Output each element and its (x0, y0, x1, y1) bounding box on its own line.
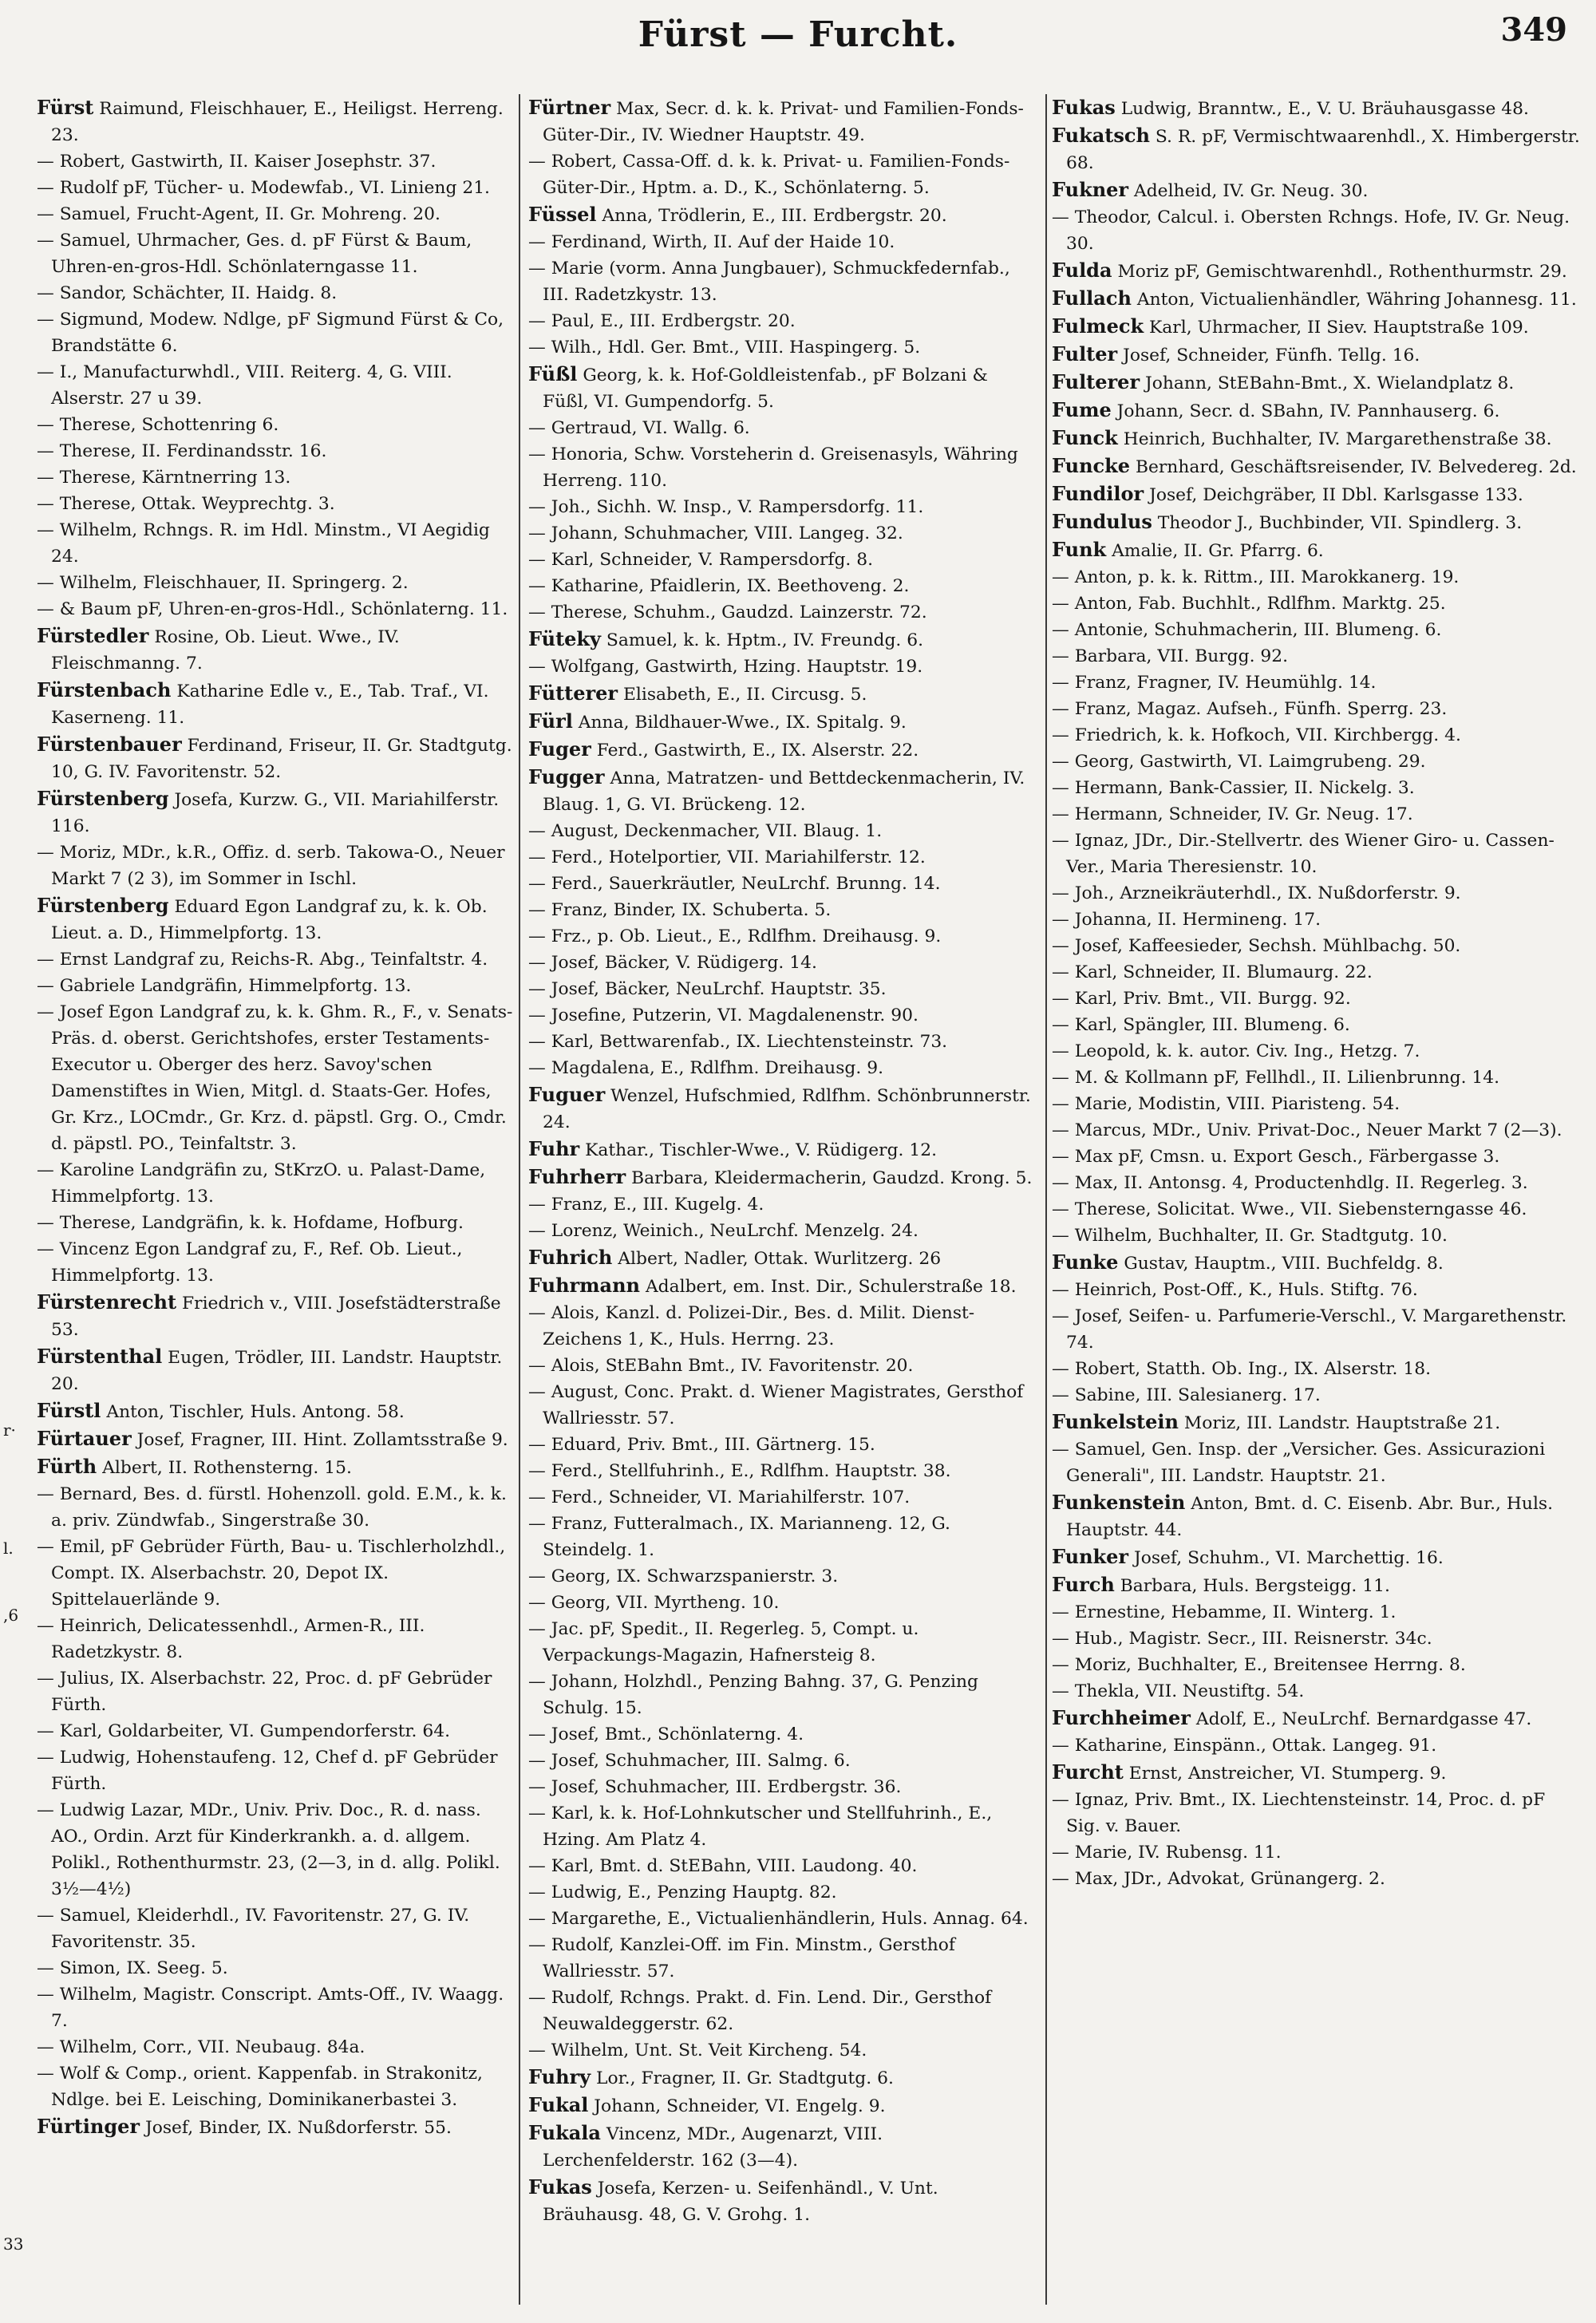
column-divider (1045, 94, 1047, 2305)
entry-surname: Fürstedler (37, 624, 149, 647)
directory-entry: — Therese, Solicitat. Wwe., VII. Siebensterngasse 46. (1052, 1199, 1527, 1219)
directory-entry: — Wilhelm, Rchngs. R. im Hdl. Minstm., VI Aegidig 24. (37, 520, 490, 567)
directory-entry: — Max pF, Cmsn. u. Export Gesch., Färbergasse 3. (1052, 1147, 1500, 1167)
directory-entry: — Simon, IX. Seeg. 5. (37, 1958, 228, 1978)
entry-surname: Funck (1052, 426, 1118, 449)
margin-mark: ,6 (3, 1606, 19, 1625)
directory-entry: Fukas Josefa, Kerzen- u. Seifenhändl., V. Unt. Bräuhausg. 48, G. V. Grohg. 1. (528, 2175, 938, 2225)
entry-surname: Fundulus (1052, 510, 1152, 533)
directory-entry: — Gertraud, VI. Wallg. 6. (528, 418, 750, 438)
directory-entry: — Ludwig Lazar, MDr., Univ. Priv. Doc., R. d. nass. AO., Ordin. Arzt für Kinderkrankh. a. d. allgem. Polikl., Rothenthurmstr. 23, (2—3, in d. allg. Polikl. 3½—4½) (37, 1800, 500, 1899)
directory-entry: — Karl, Bmt. d. StEBahn, VIII. Laudong. 40. (528, 1856, 918, 1876)
entry-surname: Fürtauer (37, 1427, 132, 1450)
directory-entry: — Samuel, Gen. Insp. der „Versicher. Ges. Assicurazioni Generali", III. Landstr. Hauptstr. 21. (1052, 1440, 1546, 1486)
directory-entry: — Ludwig, Hohenstaufeng. 12, Chef d. pF Gebrüder Fürth. (37, 1748, 498, 1794)
directory-entry: Fürstenberg Eduard Egon Landgraf zu, k. k. Ob. Lieut. a. D., Himmelpfortg. 13. (37, 894, 488, 943)
entry-surname: Fürstenberg (37, 787, 169, 810)
entry-surname: Fullach (1052, 286, 1132, 310)
directory-entry: — Heinrich, Delicatessenhdl., Armen-R., III. Radetzkystr. 8. (37, 1616, 425, 1662)
page-title: Fürst — Furcht. (638, 14, 958, 55)
directory-entry: — Therese, II. Ferdinandsstr. 16. (37, 441, 327, 461)
directory-entry: — Josef, Bmt., Schönlaterng. 4. (528, 1724, 804, 1744)
directory-entry: Fürstenbach Katharine Edle v., E., Tab. Traf., VI. Kaserneng. 11. (37, 678, 489, 728)
directory-entry: — M. & Kollmann pF, Fellhdl., II. Lilienbrunng. 14. (1052, 1068, 1500, 1088)
entry-surname: Fulmeck (1052, 314, 1144, 338)
directory-entry: Fukala Vincenz, MDr., Augenarzt, VIII. Lerchenfelderstr. 162 (3—4). (528, 2121, 883, 2171)
directory-entry: Funck Heinrich, Buchhalter, IV. Margarethenstraße 38. (1052, 426, 1552, 449)
directory-entry: Fütterer Elisabeth, E., II. Circusg. 5. (528, 681, 867, 705)
directory-entry: — Ferd., Sauerkräutler, NeuLrchf. Brunng. 14. (528, 874, 941, 894)
entry-surname: Funcke (1052, 454, 1131, 477)
directory-entry: — Ernestine, Hebamme, II. Winterg. 1. (1052, 1602, 1396, 1622)
directory-entry: — Ferd., Schneider, VI. Mariahilferstr. 107. (528, 1487, 911, 1507)
directory-entry: — Hermann, Schneider, IV. Gr. Neug. 17. (1052, 804, 1413, 824)
directory-entry: — Marcus, MDr., Univ. Privat-Doc., Neuer Markt 7 (2—3). (1052, 1120, 1562, 1140)
directory-entry: — Karl, Bettwarenfab., IX. Liechtensteinstr. 73. (528, 1032, 948, 1052)
directory-entry: — Josef, Schuhmacher, III. Salmg. 6. (528, 1751, 851, 1771)
directory-entry: — Vincenz Egon Landgraf zu, F., Ref. Ob. Lieut., Himmelpfortg. 13. (37, 1239, 463, 1286)
directory-entry: Füßl Georg, k. k. Hof-Goldleistenfab., pF Bolzani & Füßl, VI. Gumpendorfg. 5. (528, 362, 988, 412)
entry-surname: Fürstenbach (37, 678, 172, 701)
directory-entry: — Max, II. Antonsg. 4, Productenhdlg. II. Regerleg. 3. (1052, 1173, 1528, 1193)
directory-entry: — Barbara, VII. Burgg. 92. (1052, 646, 1289, 666)
directory-entry: — Rudolf, Rchngs. Prakt. d. Fin. Lend. Dir., Gersthof Neuwaldeggerstr. 62. (528, 1988, 992, 2034)
directory-entry: — Josef, Bäcker, V. Rüdigerg. 14. (528, 953, 817, 973)
directory-entry: — Johann, Schuhmacher, VIII. Langeg. 32. (528, 523, 903, 543)
directory-entry: Fulter Josef, Schneider, Fünfh. Tellg. 16. (1052, 342, 1420, 365)
directory-entry: — Karl, k. k. Hof-Lohnkutscher und Stellfuhrinh., E., Hzing. Am Platz 4. (528, 1803, 993, 1850)
directory-entry: Fürl Anna, Bildhauer-Wwe., IX. Spitalg. 9. (528, 709, 907, 733)
directory-entry: — Heinrich, Post-Off., K., Huls. Stiftg. 76. (1052, 1280, 1418, 1300)
directory-entry: — Rudolf, Kanzlei-Off. im Fin. Minstm., Gersthof Wallriesstr. 57. (528, 1935, 956, 1981)
directory-entry: — Wilhelm, Buchhalter, II. Gr. Stadtgutg. 10. (1052, 1226, 1448, 1246)
column-divider (519, 94, 520, 2305)
directory-entry: Fürstedler Rosine, Ob. Lieut. Wwe., IV. Fleischmanng. 7. (37, 624, 400, 674)
directory-entry: — Anton, p. k. k. Rittm., III. Marokkanerg. 19. (1052, 567, 1460, 587)
directory-entry: — Joh., Arzneikräuterhdl., IX. Nußdorferstr. 9. (1052, 883, 1461, 903)
entry-surname: Fukal (528, 2093, 589, 2116)
directory-entry: — Anton, Fab. Buchhlt., Rdlfhm. Marktg. 25. (1052, 594, 1446, 614)
directory-column-2 (528, 94, 1039, 2297)
directory-entry: — Johanna, II. Hermineng. 17. (1052, 910, 1321, 930)
directory-entry: Furchheimer Adolf, E., NeuLrchf. Bernardgasse 47. (1052, 1706, 1532, 1729)
directory-entry: — Ignaz, JDr., Dir.-Stellvertr. des Wiener Giro- u. Cassen-Ver., Maria Theresienstr. 10. (1052, 831, 1555, 877)
margin-mark: r· (3, 1420, 16, 1440)
margin-mark: l. (3, 1539, 14, 1558)
entry-surname: Furcht (1052, 1760, 1124, 1784)
directory-entry: Fullach Anton, Victualienhändler, Währing Johannesg. 11. (1052, 286, 1577, 310)
entry-surname: Fukala (528, 2121, 601, 2144)
directory-entry: Fürst Raimund, Fleischhauer, E., Heiligst. Herreng. 23. (37, 96, 504, 145)
directory-entry: Fürtner Max, Secr. d. k. k. Privat- und Familien-Fonds-Güter-Dir., IV. Wiedner Hauptstr. 49. (528, 96, 1024, 145)
directory-entry: Funk Amalie, II. Gr. Pfarrg. 6. (1052, 538, 1324, 561)
directory-entry: Funke Gustav, Hauptm., VIII. Buchfeldg. 8. (1052, 1250, 1444, 1274)
directory-entry: — Moriz, Buchhalter, E., Breitensee Herrng. 8. (1052, 1655, 1466, 1675)
directory-entry: — Gabriele Landgräfin, Himmelpfortg. 13. (37, 976, 412, 996)
directory-entry: — Katharine, Pfaidlerin, IX. Beethoveng. 2. (528, 576, 910, 596)
directory-entry: — Thekla, VII. Neustiftg. 54. (1052, 1681, 1305, 1701)
directory-entry: — Georg, Gastwirth, VI. Laimgrubeng. 29. (1052, 752, 1426, 772)
directory-entry: Fürstenthal Eugen, Trödler, III. Landstr. Hauptstr. 20. (37, 1345, 503, 1394)
directory-entry: — Franz, Magaz. Aufseh., Fünfh. Sperrg. 23. (1052, 699, 1448, 719)
entry-surname: Fürstenberg (37, 894, 169, 917)
directory-entry: Fuger Ferd., Gastwirth, E., IX. Alserstr. 22. (528, 737, 919, 761)
directory-entry: Fuhr Kathar., Tischler-Wwe., V. Rüdigerg. 12. (528, 1137, 938, 1160)
directory-entry: — Marie (vorm. Anna Jungbauer), Schmuckfedernfab., III. Radetzkystr. 13. (528, 259, 1010, 305)
directory-entry: — Karl, Schneider, V. Rampersdorfg. 8. (528, 550, 874, 570)
directory-column-3 (1052, 94, 1580, 2297)
directory-entry: Fulda Moriz pF, Gemischtwarenhdl., Rothenthurmstr. 29. (1052, 259, 1567, 282)
directory-entry: Füssel Anna, Trödlerin, E., III. Erdbergstr. 20. (528, 203, 947, 226)
entry-surname: Fugger (528, 765, 605, 788)
directory-entry: — Jac. pF, Spedit., II. Regerleg. 5, Compt. u. Verpackungs-Magazin, Hafnersteig 8. (528, 1619, 919, 1665)
directory-entry: — Josef, Schuhmacher, III. Erdbergstr. 36. (528, 1777, 902, 1797)
entry-surname: Fuguer (528, 1083, 606, 1106)
entry-surname: Fürstl (37, 1399, 101, 1422)
directory-entry: — Wilhelm, Fleischhauer, II. Springerg. 2. (37, 573, 409, 593)
directory-entry: — Therese, Kärntnerring 13. (37, 468, 291, 488)
directory-entry: — Ferd., Hotelportier, VII. Mariahilferstr. 12. (528, 847, 926, 867)
directory-entry: Fukatsch S. R. pF, Vermischtwaarenhdl., X. Himbergerstr. 68. (1052, 124, 1580, 173)
directory-entry: — Frz., p. Ob. Lieut., E., Rdlfhm. Dreihausg. 9. (528, 926, 942, 946)
entry-surname: Fulter (1052, 342, 1118, 365)
directory-entry: — Sigmund, Modew. Ndlge, pF Sigmund Fürst & Co, Brandstätte 6. (37, 310, 504, 356)
directory-entry: Funker Josef, Schuhm., VI. Marchettig. 16. (1052, 1545, 1444, 1568)
page-number: 349 (1500, 11, 1567, 49)
directory-entry: — Therese, Schuhm., Gaudzd. Lainzerstr. 72. (528, 602, 927, 622)
entry-surname: Fürstenrecht (37, 1290, 177, 1314)
directory-entry: — Marie, Modistin, VIII. Piaristeng. 54. (1052, 1094, 1400, 1114)
directory-entry: Fürth Albert, II. Rothensterng. 15. (37, 1455, 352, 1478)
directory-entry: — Rudolf pF, Tücher- u. Modewfab., VI. Linieng 21. (37, 178, 490, 198)
entry-surname: Fürst (37, 96, 94, 119)
entry-surname: Fürl (528, 709, 573, 733)
directory-entry: — Karl, Schneider, II. Blumaurg. 22. (1052, 962, 1373, 982)
directory-entry: — Therese, Ottak. Weyprechtg. 3. (37, 494, 335, 514)
directory-column-1 (37, 94, 516, 2297)
directory-entry: — Alois, Kanzl. d. Polizei-Dir., Bes. d. Milit. Dienst-Zeichens 1, K., Huls. Herrng. 23. (528, 1303, 975, 1349)
directory-entry: — Franz, E., III. Kugelg. 4. (528, 1195, 764, 1215)
directory-entry: — Theodor, Calcul. i. Obersten Rchngs. Hofe, IV. Gr. Neug. 30. (1052, 207, 1570, 254)
page-header (0, 6, 1596, 64)
directory-entry: Furcht Ernst, Anstreicher, VI. Stumperg. 9. (1052, 1760, 1447, 1784)
directory-entry: — Paul, E., III. Erdbergstr. 20. (528, 311, 796, 331)
directory-entry: Fulterer Johann, StEBahn-Bmt., X. Wielandplatz 8. (1052, 370, 1515, 393)
directory-entry: — August, Deckenmacher, VII. Blaug. 1. (528, 821, 883, 841)
directory-entry: — Johann, Holzhdl., Penzing Bahng. 37, G. Penzing Schulg. 15. (528, 1672, 978, 1718)
margin-mark: 33 (3, 2234, 24, 2254)
directory-entry: — Joh., Sichh. W. Insp., V. Rampersdorfg. 11. (528, 497, 924, 517)
directory-entry: Fugger Anna, Matratzen- und Bettdeckenmacherin, IV. Blaug. 1, G. VI. Brückeng. 12. (528, 765, 1025, 815)
directory-entry: — Max, JDr., Advokat, Grünangerg. 2. (1052, 1869, 1385, 1889)
directory-entry: — Eduard, Priv. Bmt., III. Gärtnerg. 15. (528, 1435, 875, 1455)
directory-entry: — Ernst Landgraf zu, Reichs-R. Abg., Teinfaltstr. 4. (37, 950, 488, 970)
directory-entry: — Bernard, Bes. d. fürstl. Hohenzoll. gold. E.M., k. k. a. priv. Zündwfab., Singerstraße 30. (37, 1484, 507, 1531)
directory-entry: — Therese, Schottenring 6. (37, 415, 279, 435)
entry-surname: Fürth (37, 1455, 97, 1478)
directory-entry: — Josef, Kaffeesieder, Sechsh. Mühlbachg. 50. (1052, 936, 1461, 956)
directory-entry: — Karl, Spängler, III. Blumeng. 6. (1052, 1015, 1350, 1035)
directory-entry: — Ferdinand, Wirth, II. Auf der Haide 10. (528, 232, 895, 252)
directory-entry: — Josef, Seifen- u. Parfumerie-Verschl., V. Margarethenstr. 74. (1052, 1306, 1567, 1353)
directory-entry: Fürtinger Josef, Binder, IX. Nußdorferstr. 55. (37, 2115, 452, 2138)
directory-entry: — Sabine, III. Salesianerg. 17. (1052, 1385, 1321, 1405)
directory-entry: — Josefine, Putzerin, VI. Magdalenenstr. 90. (528, 1005, 918, 1025)
directory-entry: — Franz, Fragner, IV. Heumühlg. 14. (1052, 673, 1377, 693)
directory-entry: — Emil, pF Gebrüder Fürth, Bau- u. Tischlerholzhdl., Compt. IX. Alserbachstr. 20, Depot IX. Spittelauerlände 9. (37, 1537, 506, 1610)
entry-surname: Füßl (528, 362, 578, 385)
directory-entry: Furch Barbara, Huls. Bergsteigg. 11. (1052, 1573, 1390, 1596)
entry-surname: Fukas (528, 2175, 592, 2199)
directory-entry: — Franz, Binder, IX. Schuberta. 5. (528, 900, 832, 920)
entry-surname: Fukatsch (1052, 124, 1150, 147)
entry-surname: Fuger (528, 737, 591, 761)
directory-entry: — Robert, Statth. Ob. Ing., IX. Alserstr. 18. (1052, 1359, 1432, 1379)
directory-entry: — Samuel, Frucht-Agent, II. Gr. Mohreng. 20. (37, 204, 440, 224)
directory-entry: Fuguer Wenzel, Hufschmied, Rdlfhm. Schönbrunnerstr. 24. (528, 1083, 1031, 1132)
directory-entry: — Hub., Magistr. Secr., III. Reisnerstr. 34c. (1052, 1629, 1432, 1649)
entry-surname: Furchheimer (1052, 1706, 1191, 1729)
directory-entry: — Samuel, Uhrmacher, Ges. d. pF Fürst & Baum, Uhren-en-gros-Hdl. Schönlaterngasse 11. (37, 231, 472, 277)
directory-entry: — Hermann, Bank-Cassier, II. Nickelg. 3. (1052, 778, 1415, 798)
directory-entry: — Karl, Priv. Bmt., VII. Burgg. 92. (1052, 989, 1351, 1009)
directory-entry: — Georg, VII. Myrtheng. 10. (528, 1593, 780, 1613)
entry-surname: Funke (1052, 1250, 1119, 1274)
entry-surname: Fuhrmann (528, 1274, 641, 1297)
directory-entry: Funkelstein Moriz, III. Landstr. Hauptstraße 21. (1052, 1410, 1501, 1433)
directory-entry: — Julius, IX. Alserbachstr. 22, Proc. d. pF Gebrüder Fürth. (37, 1669, 492, 1715)
directory-entry: — Georg, IX. Schwarzspanierstr. 3. (528, 1566, 839, 1586)
entry-surname: Füssel (528, 203, 597, 226)
entry-surname: Fütterer (528, 681, 618, 705)
directory-entry: — Antonie, Schuhmacherin, III. Blumeng. 6. (1052, 620, 1442, 640)
directory-entry: Fürstenrecht Friedrich v., VIII. Josefstädterstraße 53. (37, 1290, 501, 1340)
directory-entry: Funcke Bernhard, Geschäftsreisender, IV. Belvedereg. 2d. (1052, 454, 1577, 477)
entry-surname: Furch (1052, 1573, 1115, 1596)
entry-surname: Fukner (1052, 178, 1129, 201)
directory-entry: Fukas Ludwig, Branntw., E., V. U. Bräuhausgasse 48. (1052, 96, 1529, 119)
directory-entry: — Josef Egon Landgraf zu, k. k. Ghm. R., F., v. Senats-Präs. d. oberst. Gerichtshofes, erster Testaments-Executor u. Oberger des herz. Savoy'schen Damenstiftes in Wien, Mitgl. d. Staats-Ger. Hofes, Gr. Krz., LOCmdr., Gr. Krz. d. päpstl. Grg. O., Cmdr. d. päpstl. PO., Teinfaltstr. 3. (37, 1002, 513, 1154)
directory-entry: Fürstenbauer Ferdinand, Friseur, II. Gr. Stadtgutg. 10, G. IV. Favoritenstr. 52. (37, 733, 512, 782)
directory-entry: Fürstl Anton, Tischler, Huls. Antong. 58. (37, 1399, 405, 1422)
entry-surname: Fürtinger (37, 2115, 140, 2138)
directory-entry: — Samuel, Kleiderhdl., IV. Favoritenstr. 27, G. IV. Favoritenstr. 35. (37, 1906, 470, 1952)
entry-surname: Fulda (1052, 259, 1112, 282)
entry-surname: Funkelstein (1052, 1410, 1179, 1433)
entry-surname: Funkenstein (1052, 1491, 1186, 1514)
directory-entry: Fuhrmann Adalbert, em. Inst. Dir., Schulerstraße 18. (528, 1274, 1017, 1297)
directory-entry: — Alois, StEBahn Bmt., IV. Favoritenstr. 20. (528, 1356, 914, 1376)
directory-entry: — Friedrich, k. k. Hofkoch, VII. Kirchbergg. 4. (1052, 725, 1461, 745)
directory-entry: — Moriz, MDr., k.R., Offiz. d. serb. Takowa-O., Neuer Markt 7 (2 3), im Sommer in Ischl. (37, 843, 505, 889)
directory-entry: — Wilhelm, Magistr. Conscript. Amts-Off., IV. Waagg. 7. (37, 1985, 504, 2031)
directory-entry: — & Baum pF, Uhren-en-gros-Hdl., Schönlaterng. 11. (37, 599, 508, 619)
directory-entry: — Lorenz, Weinich., NeuLrchf. Menzelg. 24. (528, 1221, 918, 1241)
directory-entry: — Wolf & Comp., orient. Kappenfab. in Strakonitz, Ndlge. bei E. Leisching, Dominikanerbastei 3. (37, 2064, 483, 2110)
directory-entry: — August, Conc. Prakt. d. Wiener Magistrates, Gersthof Wallriesstr. 57. (528, 1382, 1024, 1428)
directory-entry: — Wilhelm, Corr., VII. Neubaug. 84a. (37, 2037, 365, 2057)
directory-entry: — Karoline Landgräfin zu, StKrzO. u. Palast-Dame, Himmelpfortg. 13. (37, 1160, 486, 1207)
directory-entry: Fukal Johann, Schneider, VI. Engelg. 9. (528, 2093, 886, 2116)
entry-surname: Fuhr (528, 1137, 580, 1160)
directory-entry: — Ferd., Stellfuhrinh., E., Rdlfhm. Hauptstr. 38. (528, 1461, 951, 1481)
entry-surname: Fürtner (528, 96, 611, 119)
directory-entry: — Robert, Gastwirth, II. Kaiser Josephstr. 37. (37, 152, 437, 172)
directory-entry: Fürtauer Josef, Fragner, III. Hint. Zollamtsstraße 9. (37, 1427, 508, 1450)
directory-entry: — I., Manufacturwhdl., VIII. Reiterg. 4, G. VIII. Alserstr. 27 u 39. (37, 362, 452, 409)
directory-entry: Fürstenberg Josefa, Kurzw. G., VII. Mariahilferstr. 116. (37, 787, 500, 836)
directory-entry: — Honoria, Schw. Vorsteherin d. Greisenasyls, Währing Herreng. 110. (528, 444, 1018, 491)
directory-entry: — Magdalena, E., Rdlfhm. Dreihausg. 9. (528, 1058, 883, 1078)
directory-entry: — Katharine, Einspänn., Ottak. Langeg. 91. (1052, 1736, 1437, 1756)
directory-entry: — Marie, IV. Rubensg. 11. (1052, 1843, 1282, 1863)
entry-surname: Fürstenthal (37, 1345, 163, 1368)
entry-surname: Funk (1052, 538, 1107, 561)
directory-entry: — Margarethe, E., Victualienhändlerin, Huls. Annag. 64. (528, 1909, 1029, 1929)
directory-entry: Füteky Samuel, k. k. Hptm., IV. Freundg. 6. (528, 627, 924, 650)
entry-surname: Fuhrich (528, 1246, 613, 1269)
entry-surname: Fume (1052, 398, 1112, 421)
entry-surname: Fuhrherr (528, 1165, 626, 1188)
entry-surname: Füteky (528, 627, 601, 650)
directory-entry: — Therese, Landgräfin, k. k. Hofdame, Hofburg. (37, 1213, 464, 1233)
directory-entry: Fulmeck Karl, Uhrmacher, II Siev. Hauptstraße 109. (1052, 314, 1529, 338)
directory-entry: — Karl, Goldarbeiter, VI. Gumpendorferstr. 64. (37, 1721, 451, 1741)
directory-entry: Fuhry Lor., Fragner, II. Gr. Stadtgutg. 6. (528, 2065, 894, 2088)
directory-entry: Funkenstein Anton, Bmt. d. C. Eisenb. Abr. Bur., Huls. Hauptstr. 44. (1052, 1491, 1554, 1540)
directory-entry: — Leopold, k. k. autor. Civ. Ing., Hetzg. 7. (1052, 1041, 1420, 1061)
directory-entry: — Ludwig, E., Penzing Hauptg. 82. (528, 1882, 837, 1902)
directory-entry: — Robert, Cassa-Off. d. k. k. Privat- u. Familien-Fonds-Güter-Dir., Hptm. a. D., K., Schönlaterng. 5. (528, 152, 1010, 198)
directory-entry: Fuhrherr Barbara, Kleidermacherin, Gaudzd. Krong. 5. (528, 1165, 1033, 1188)
directory-entry: Fume Johann, Secr. d. SBahn, IV. Pannhauserg. 6. (1052, 398, 1500, 421)
directory-entry: — Josef, Bäcker, NeuLrchf. Hauptstr. 35. (528, 979, 887, 999)
entry-surname: Fuhry (528, 2065, 591, 2088)
directory-entry: — Wilhelm, Unt. St. Veit Kircheng. 54. (528, 2041, 867, 2060)
directory-entry: — Wilh., Hdl. Ger. Bmt., VIII. Haspingerg. 5. (528, 338, 921, 358)
directory-entry: Fundilor Josef, Deichgräber, II Dbl. Karlsgasse 133. (1052, 482, 1523, 505)
directory-entry: Fundulus Theodor J., Buchbinder, VII. Spindlerg. 3. (1052, 510, 1523, 533)
entry-surname: Fundilor (1052, 482, 1144, 505)
directory-entry: — Ignaz, Priv. Bmt., IX. Liechtensteinstr. 14, Proc. d. pF Sig. v. Bauer. (1052, 1790, 1546, 1836)
entry-surname: Fukas (1052, 96, 1116, 119)
directory-entry: — Franz, Futteralmach., IX. Marianneng. 12, G. Steindelg. 1. (528, 1514, 950, 1560)
directory-entry: Fuhrich Albert, Nadler, Ottak. Wurlitzerg. 26 (528, 1246, 942, 1269)
entry-surname: Funker (1052, 1545, 1129, 1568)
directory-entry: Fukner Adelheid, IV. Gr. Neug. 30. (1052, 178, 1369, 201)
entry-surname: Fürstenbauer (37, 733, 182, 756)
directory-entry: — Sandor, Schächter, II. Haidg. 8. (37, 283, 338, 303)
entry-surname: Fulterer (1052, 370, 1140, 393)
directory-entry: — Wolfgang, Gastwirth, Hzing. Hauptstr. 19. (528, 657, 923, 677)
